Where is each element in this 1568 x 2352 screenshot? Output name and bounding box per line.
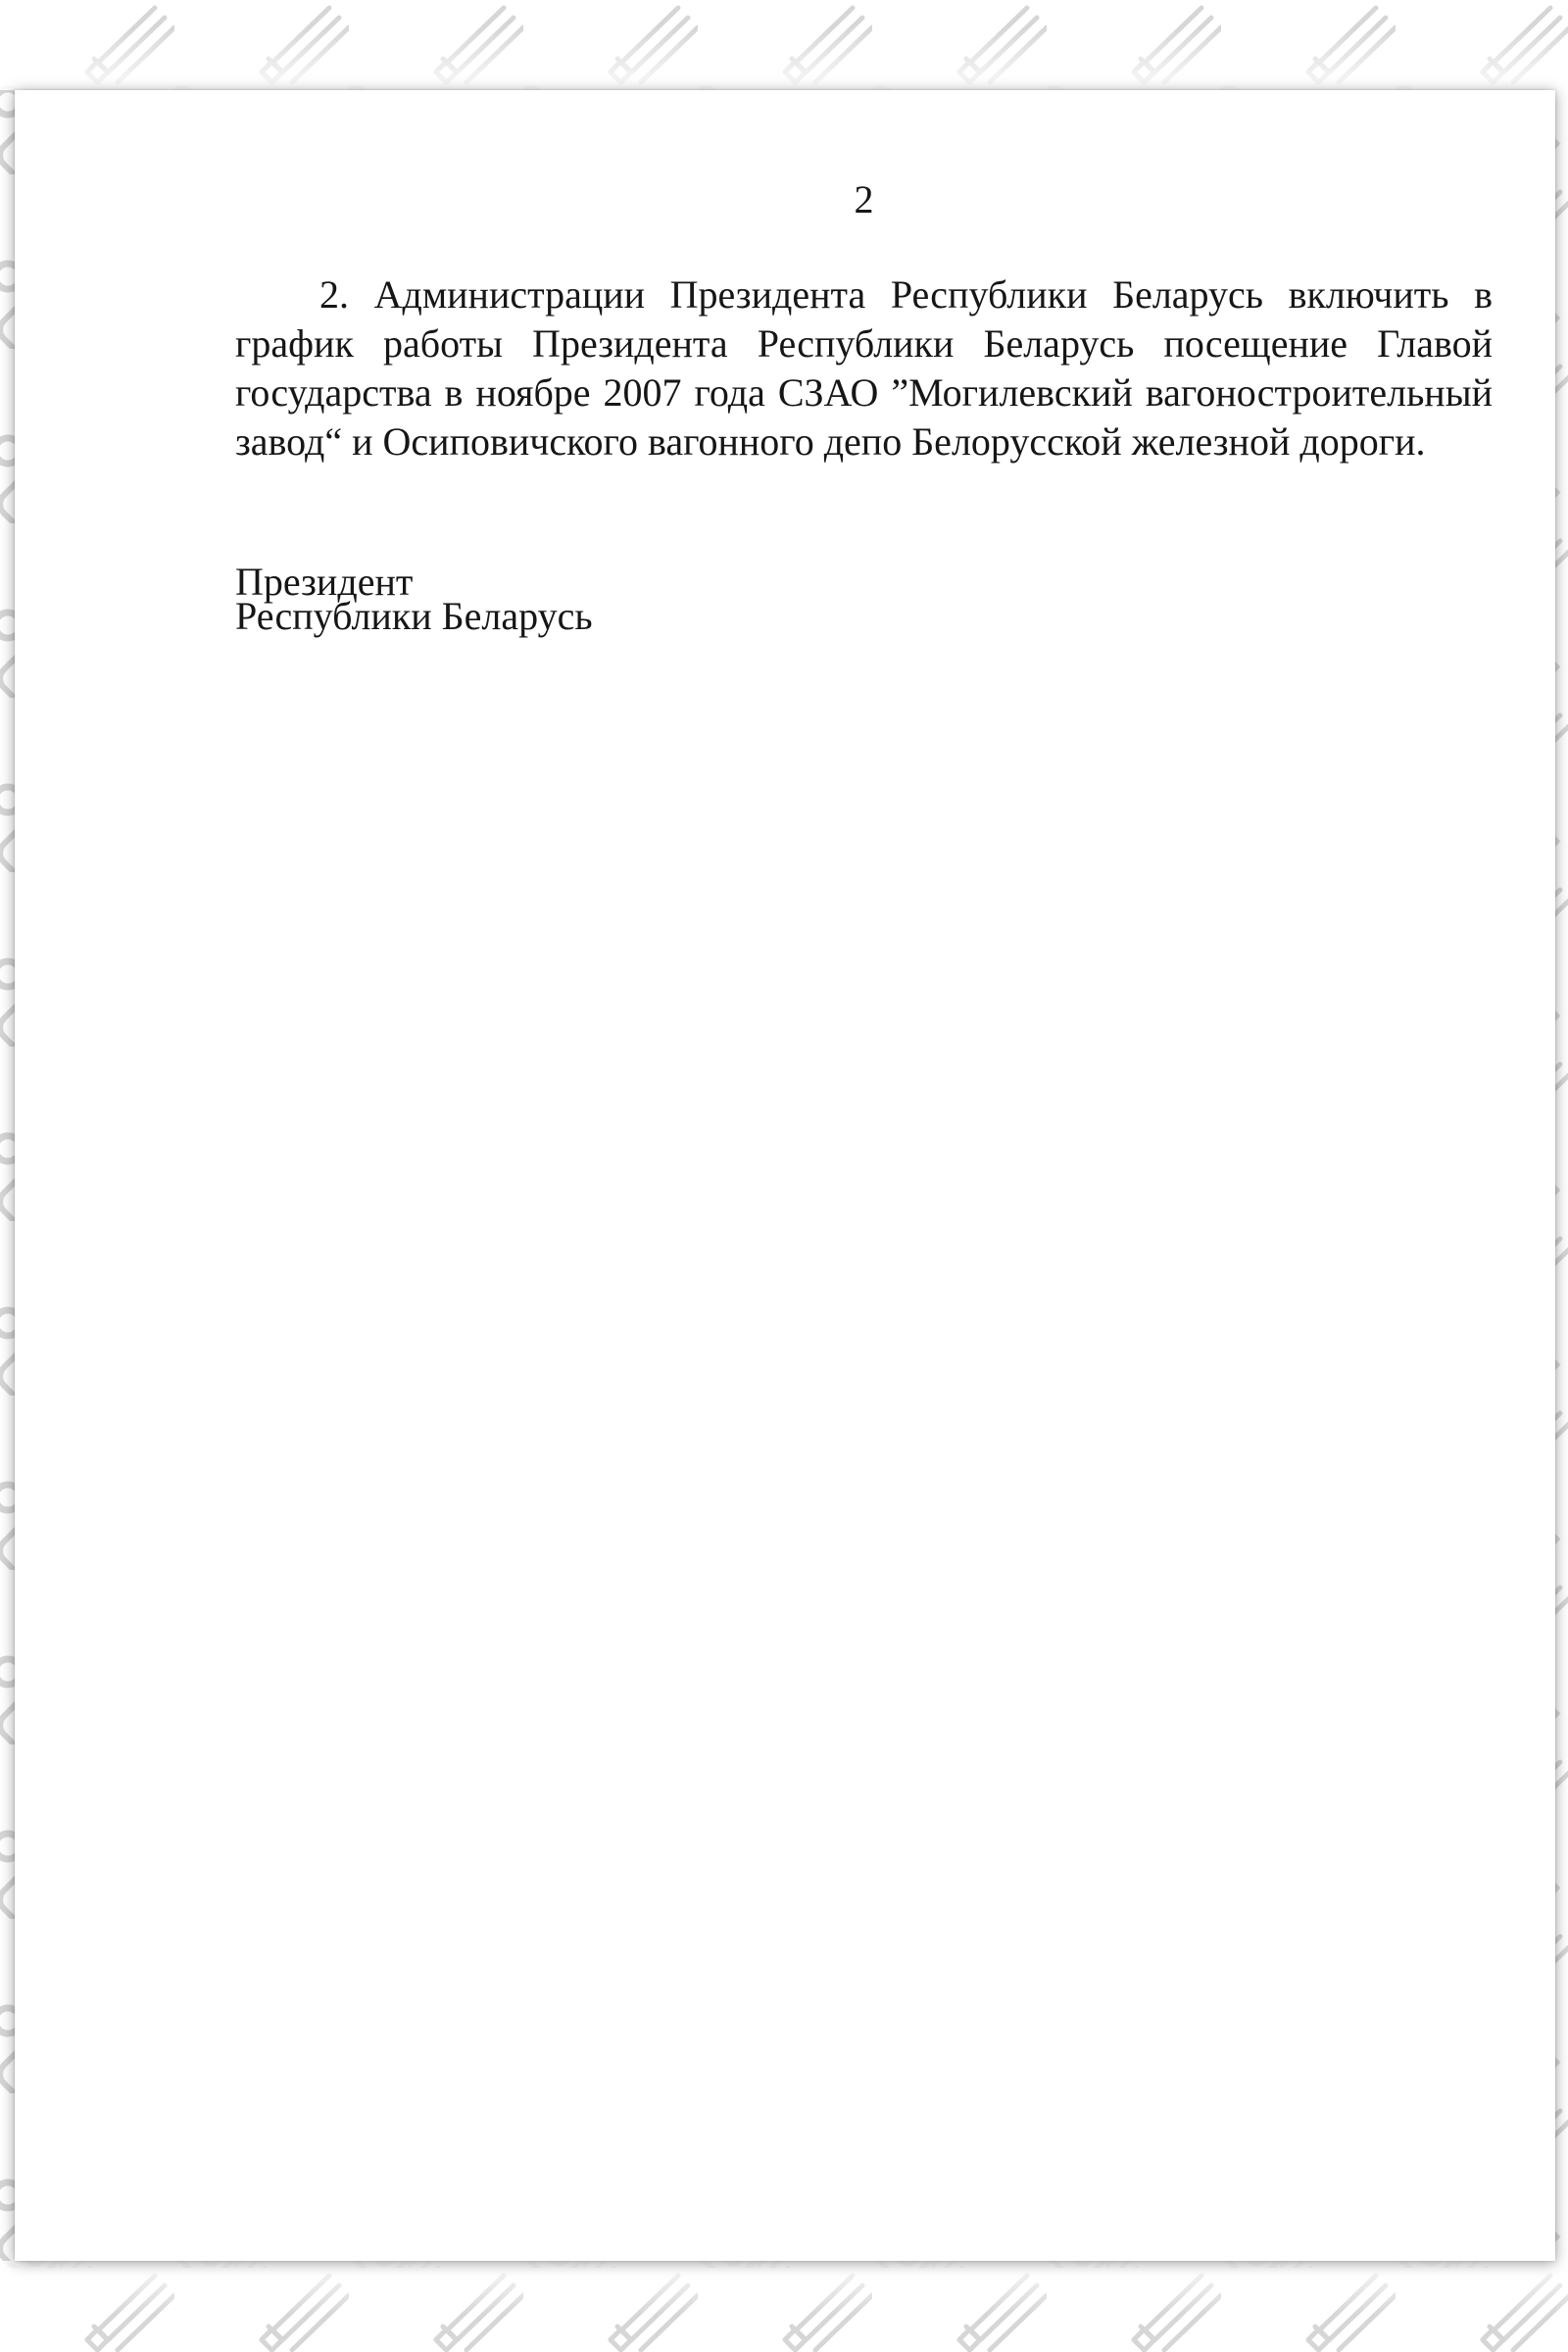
signature-title-line2: Республики Беларусь	[235, 594, 593, 638]
document-page	[15, 90, 1555, 2261]
page-number: 2	[854, 177, 874, 221]
decree-paragraph: 2. Администрации Президента Республики Беларусь включить в график работы Президента Республики Беларусь посещение Главой государства в ноябре 2007 года СЗАО ”Могилевский вагоностроительный завод“ и Осиповичского вагонного депо Белорусской железной дороги.	[235, 272, 1493, 464]
signature-title-line1: Президент	[235, 560, 414, 604]
signature-block	[235, 560, 593, 638]
